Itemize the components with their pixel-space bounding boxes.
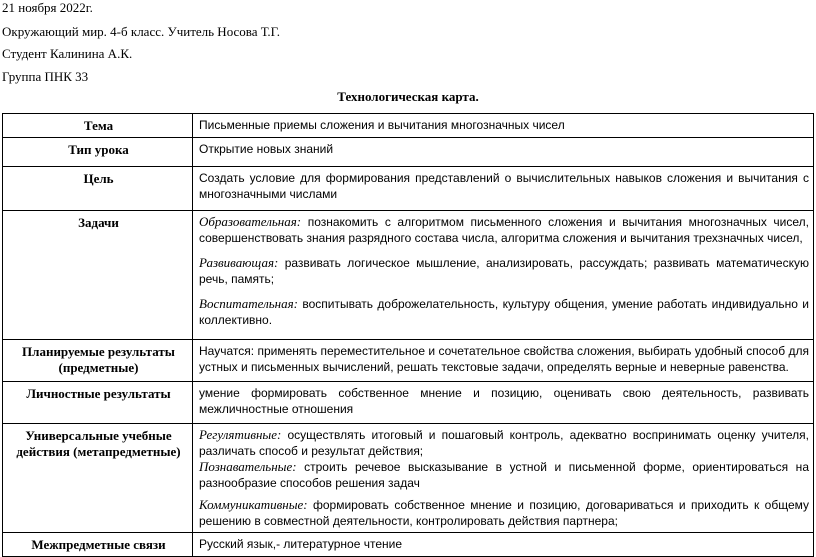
task-upbringing <box>199 296 809 328</box>
uud-text: строить речевое высказывание в устной и письменной форме, ориентироваться на разнообразие способов решения задач <box>199 460 809 490</box>
row-label: Тема <box>3 114 193 138</box>
row-value <box>193 424 814 533</box>
table-row-interdisciplinary <box>3 533 814 557</box>
table-row-universal <box>3 424 814 533</box>
lesson-subject: Окружающий мир. 4-б класс. Учитель Носова Т.Г. <box>2 24 280 39</box>
document-title: Технологическая карта. <box>337 89 479 104</box>
row-label: Задачи <box>3 211 193 340</box>
uud-regulative <box>199 427 809 459</box>
tech-card-table <box>2 113 814 557</box>
task-text: познакомить с алгоритмом письменного сложения и вычитания многозначных чисел, совершенствовать знания разрядного состава числа, алгоритма сложения и вычитания трехзначных чисел, <box>199 215 809 245</box>
row-label: Цель <box>3 167 193 211</box>
table-row-topic <box>3 114 814 138</box>
row-label: Тип урока <box>3 138 193 167</box>
student-name: Студент Калинина А.К. <box>2 46 133 61</box>
uud-label: Регулятивные: <box>199 427 282 442</box>
row-label: Межпредметные связи <box>3 533 193 557</box>
task-developing <box>199 255 809 287</box>
task-educational <box>199 214 809 246</box>
row-value: Письменные приемы сложения и вычитания многозначных чисел <box>193 114 814 138</box>
row-label: Планируемые результаты (предметные) <box>3 340 193 382</box>
row-label: Личностные результаты <box>3 382 193 424</box>
row-value <box>193 211 814 340</box>
uud-label: Познавательные: <box>199 459 297 474</box>
uud-text: осуществлять итоговый и пошаговый контроль, адекватно воспринимать оценку учителя, различать способ и результат действия; <box>199 428 809 458</box>
student-group: Группа ПНК 33 <box>2 69 89 84</box>
uud-communicative <box>199 497 809 529</box>
table-row-lesson-type <box>3 138 814 167</box>
uud-cognitive <box>199 459 809 491</box>
lesson-date: 21 ноября 2022г. <box>2 0 93 15</box>
row-value: умение формировать собственное мнение и позицию, оценивать свою деятельность, развивать межличностные отношения <box>193 382 814 424</box>
table-row-goal <box>3 167 814 211</box>
table-row-personal <box>3 382 814 424</box>
uud-label: Коммуникативные: <box>199 497 308 512</box>
row-value: Открытие новых знаний <box>193 138 814 167</box>
task-label: Образовательная: <box>199 214 302 229</box>
row-value: Русский язык,- литературное чтение <box>193 533 814 557</box>
task-label: Развивающая: <box>199 255 279 270</box>
table-row-planned <box>3 340 814 382</box>
task-label: Воспитательная: <box>199 296 298 311</box>
uud-text: формировать собственное мнение и позицию, договариваться и приходить к общему решению в совместной деятельности, контролировать действия партнера; <box>199 498 809 528</box>
row-label: Универсальные учебные действия (метапредметные) <box>3 424 193 533</box>
task-text: воспитывать доброжелательность, культуру общения, умение работать индивидуально и коллективно. <box>199 297 809 327</box>
table-row-tasks <box>3 211 814 340</box>
task-text: развивать логическое мышление, анализировать, рассуждать; развивать математическую речь, память; <box>199 256 809 286</box>
row-value: Создать условие для формирования представлений о вычислительных навыков сложения и вычитания с многозначными числами <box>193 167 814 211</box>
row-value: Научатся: применять переместительное и сочетательное свойства сложения, выбирать удобный способ для устных и письменных вычислений, решать текстовые задачи, определять верные и неверные равенства. <box>193 340 814 382</box>
